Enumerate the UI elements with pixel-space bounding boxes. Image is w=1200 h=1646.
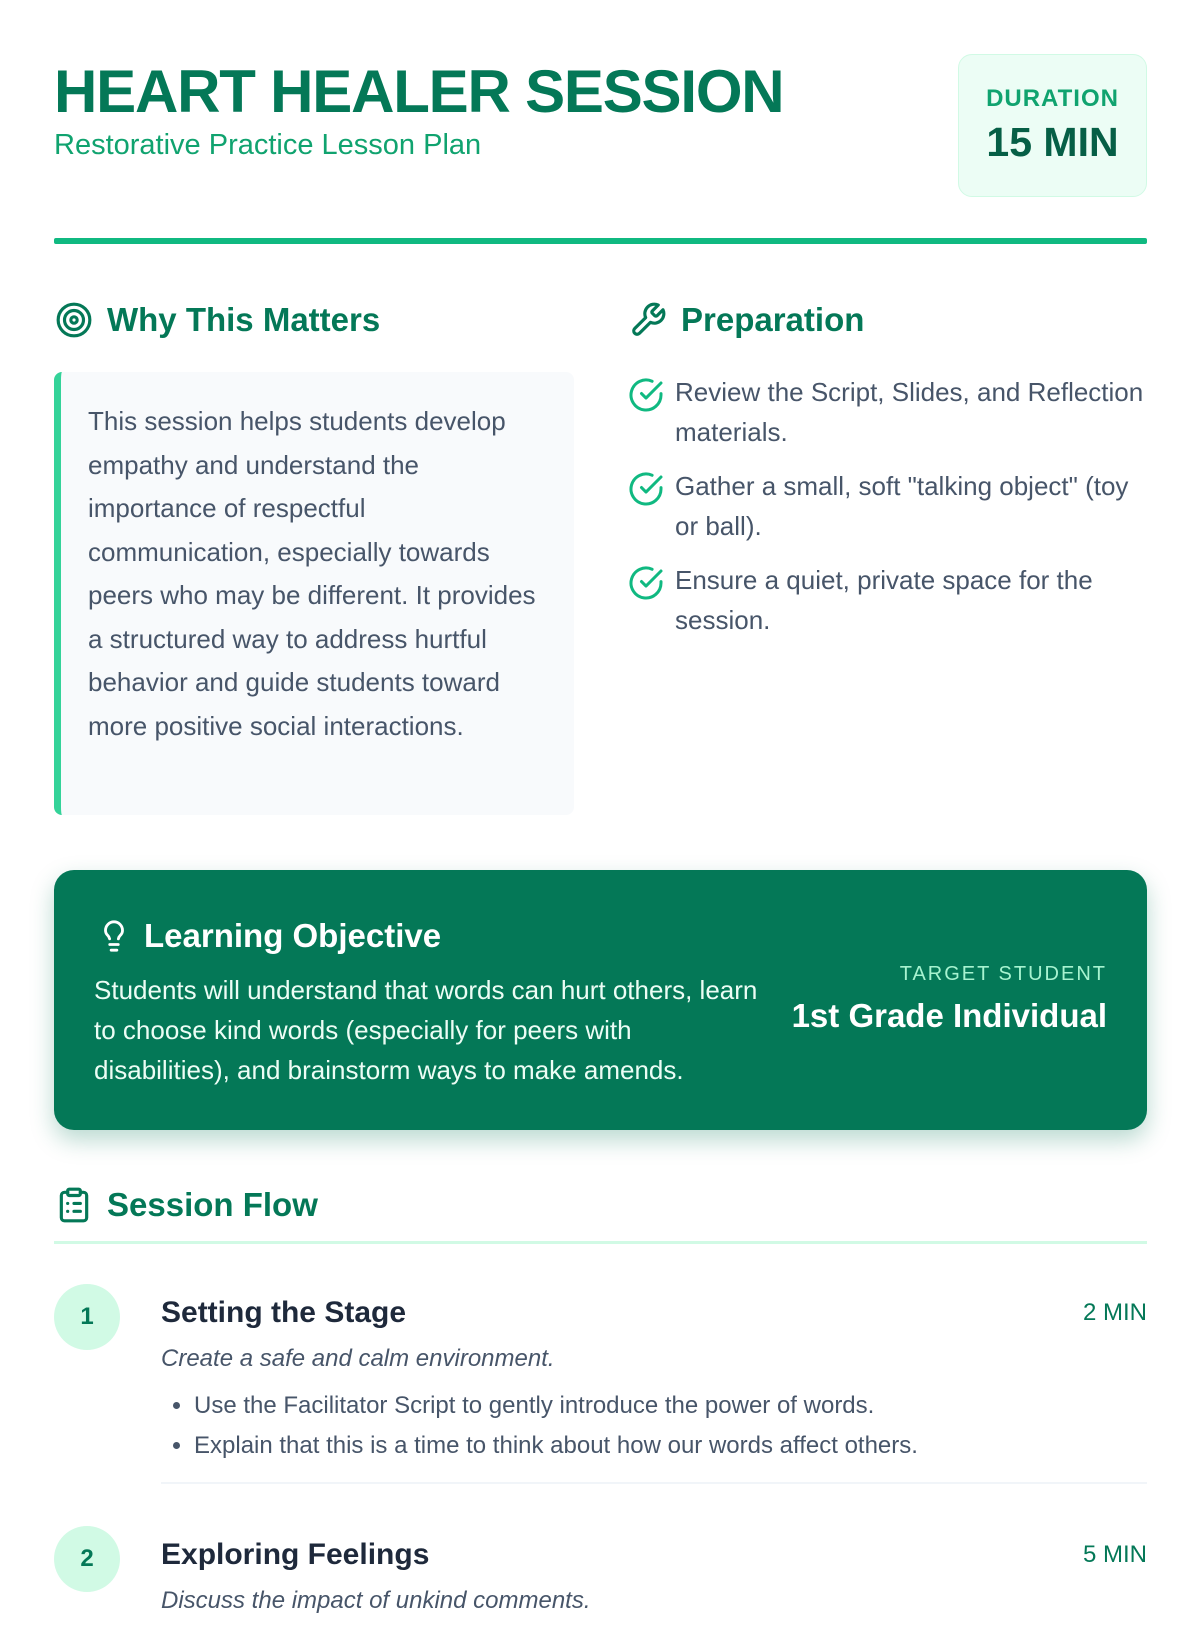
preparation-item (628, 560, 1147, 640)
preparation-heading (628, 298, 864, 342)
step-description: Discuss the impact of unkind comments. (161, 1587, 591, 1614)
why-heading (54, 298, 380, 342)
preparation-item-text: Ensure a quiet, private space for the session. (675, 565, 1093, 635)
step-divider (161, 1482, 1147, 1484)
step-bullets (194, 1386, 1134, 1466)
duration-badge (958, 54, 1147, 197)
header-divider (54, 238, 1147, 244)
session-flow-heading-text: Session Flow (107, 1186, 318, 1223)
preparation-item-text: Gather a small, soft "talking object" (toy or ball). (675, 471, 1129, 541)
step-number: 1 (54, 1284, 120, 1350)
objective-heading-text: Learning Objective (144, 917, 442, 954)
target-icon (54, 300, 94, 340)
step-title: Setting the Stage (161, 1296, 407, 1329)
preparation-list (628, 372, 1147, 654)
page-title: HEART HEALER SESSION (54, 58, 784, 125)
check-circle-icon (628, 471, 664, 507)
lesson-plan-page (54, 0, 1147, 1614)
page-subtitle: Restorative Practice Lesson Plan (54, 129, 482, 161)
target-student-value: 1st Grade Individual (791, 997, 1107, 1034)
objective-text: Students will understand that words can hurt others, learn to choose kind words (especially for peers with disabilities), and brainstorm ways to make amends. (94, 975, 758, 1085)
check-circle-icon (628, 565, 664, 601)
lightbulb-icon (94, 914, 134, 958)
clipboard-icon (54, 1185, 94, 1225)
objective-heading (94, 912, 441, 960)
step-bullet: • Use the Facilitator Script to gently introduce the power of words. (194, 1386, 1134, 1426)
preparation-item-text: Review the Script, Slides, and Reflection materials. (675, 377, 1144, 447)
check-circle-icon (628, 377, 664, 413)
preparation-item (628, 372, 1147, 452)
step-number: 2 (54, 1526, 120, 1592)
target-student-label: TARGET STUDENT (899, 963, 1107, 985)
flow-step (54, 1526, 1147, 1646)
step-title: Exploring Feelings (161, 1538, 430, 1571)
duration-label: DURATION (986, 85, 1119, 112)
objective-card (54, 870, 1147, 1130)
session-flow-divider (54, 1241, 1147, 1244)
target-student (792, 962, 1107, 1038)
why-text: This session helps students develop empathy and understand the importance of respectful communication, especially towards peers who may be different. It provides a structured way to address hurtful behavior and guide students toward more positive social interactions. (88, 406, 536, 741)
step-time: 2 MIN (1082, 1299, 1147, 1326)
step-time: 5 MIN (1082, 1541, 1147, 1568)
flow-step (54, 1284, 1147, 1504)
why-heading-text: Why This Matters (107, 301, 381, 338)
why-callout (54, 372, 574, 815)
step-bullet: • Explain that this is a time to think about how our words affect others. (194, 1426, 1134, 1466)
header (54, 54, 1147, 200)
preparation-heading-text: Preparation (681, 301, 865, 338)
duration-value: 15 MIN (986, 119, 1119, 165)
step-description: Create a safe and calm environment. (161, 1345, 555, 1372)
session-flow-heading (54, 1183, 318, 1227)
wrench-icon (628, 300, 668, 340)
preparation-item (628, 466, 1147, 546)
